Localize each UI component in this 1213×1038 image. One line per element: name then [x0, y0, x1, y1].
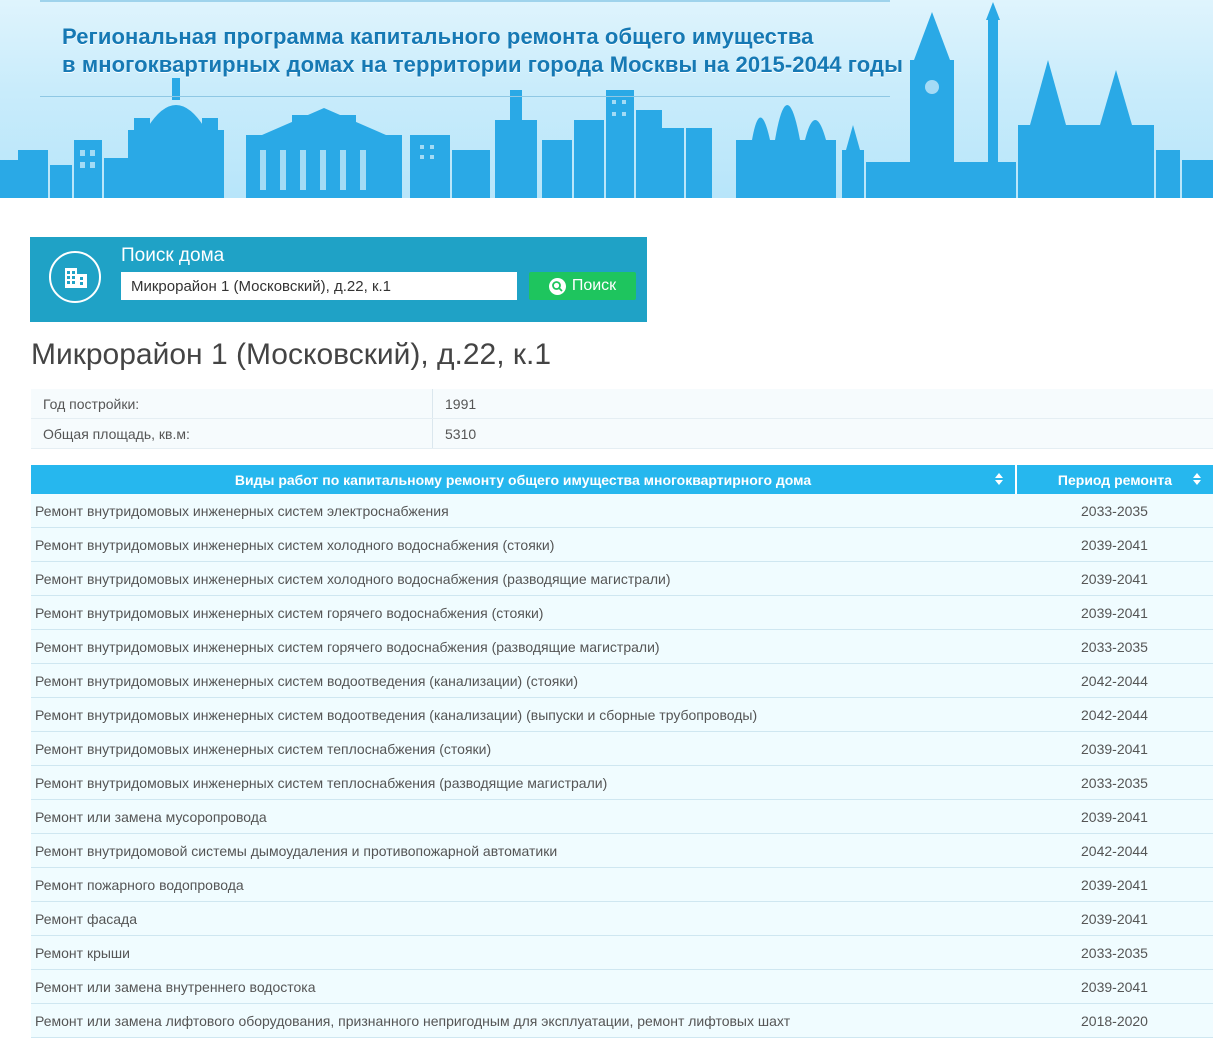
table-row: [31, 698, 1213, 732]
table-row: [31, 562, 1213, 596]
table-row: [31, 1004, 1213, 1038]
search-button[interactable]: [529, 272, 636, 300]
table-row: [31, 936, 1213, 970]
table-row: [31, 902, 1213, 936]
work-type-cell: Ремонт внутридомовых инженерных систем горячего водоснабжения (стояки): [31, 596, 1016, 630]
work-type-cell: Ремонт внутридомовых инженерных систем теплоснабжения (разводящие магистрали): [31, 766, 1016, 800]
sort-icon[interactable]: [995, 473, 1003, 485]
table-row: [31, 664, 1213, 698]
work-type-cell: Ремонт или замена внутреннего водостока: [31, 970, 1016, 1004]
banner-divider-bottom: [40, 96, 890, 97]
table-row: [31, 528, 1213, 562]
repair-period-cell: 2039-2041: [1016, 528, 1213, 562]
repair-works-table: [31, 465, 1213, 1038]
info-value: 5310: [433, 419, 1213, 449]
work-type-cell: Ремонт крыши: [31, 936, 1016, 970]
work-type-cell: Ремонт внутридомовых инженерных систем теплоснабжения (стояки): [31, 732, 1016, 766]
search-icon: [549, 278, 566, 295]
page-title: Микрорайон 1 (Московский), д.22, к.1: [31, 338, 551, 372]
repair-period-cell: 2018-2020: [1016, 1004, 1213, 1038]
repair-period-cell: 2039-2041: [1016, 902, 1213, 936]
repair-period-cell: 2042-2044: [1016, 698, 1213, 732]
info-label: Год постройки:: [31, 389, 433, 419]
table-row: [31, 970, 1213, 1004]
search-button-label: Поиск: [572, 277, 616, 295]
column-header-period[interactable]: [1016, 465, 1213, 494]
repair-period-cell: 2039-2041: [1016, 868, 1213, 902]
repair-period-cell: 2042-2044: [1016, 664, 1213, 698]
work-type-cell: Ремонт внутридомовых инженерных систем электроснабжения: [31, 494, 1016, 528]
info-label: Общая площадь, кв.м:: [31, 419, 433, 449]
table-row: [31, 630, 1213, 664]
house-search-panel: [30, 237, 647, 322]
column-header-label: Период ремонта: [1058, 472, 1172, 488]
repair-period-cell: 2039-2041: [1016, 800, 1213, 834]
repair-period-cell: 2042-2044: [1016, 834, 1213, 868]
table-row: [31, 494, 1213, 528]
repair-period-cell: 2033-2035: [1016, 936, 1213, 970]
work-type-cell: Ремонт фасада: [31, 902, 1016, 936]
repair-period-cell: 2033-2035: [1016, 766, 1213, 800]
column-header-work-type[interactable]: [31, 465, 1016, 494]
work-type-cell: Ремонт пожарного водопровода: [31, 868, 1016, 902]
table-row: [31, 766, 1213, 800]
search-title: Поиск дома: [121, 245, 224, 267]
repair-period-cell: 2039-2041: [1016, 562, 1213, 596]
banner-title-line1: Региональная программа капитального ремонта общего имущества: [62, 24, 814, 50]
repair-period-cell: 2033-2035: [1016, 630, 1213, 664]
repair-period-cell: 2039-2041: [1016, 970, 1213, 1004]
repair-period-cell: 2039-2041: [1016, 732, 1213, 766]
work-type-cell: Ремонт внутридомовых инженерных систем холодного водоснабжения (стояки): [31, 528, 1016, 562]
table-row: [31, 834, 1213, 868]
info-value: 1991: [433, 389, 1213, 419]
table-row: [31, 800, 1213, 834]
work-type-cell: Ремонт внутридомовой системы дымоудаления и противопожарной автоматики: [31, 834, 1016, 868]
info-row-area: [31, 419, 1213, 449]
address-search-input[interactable]: [121, 272, 517, 300]
repair-period-cell: 2039-2041: [1016, 596, 1213, 630]
work-type-cell: Ремонт внутридомовых инженерных систем водоотведения (канализации) (стояки): [31, 664, 1016, 698]
header-banner: [0, 0, 1213, 198]
repair-period-cell: 2033-2035: [1016, 494, 1213, 528]
work-type-cell: Ремонт внутридомовых инженерных систем водоотведения (канализации) (выпуски и сборные трубопроводы): [31, 698, 1016, 732]
sort-icon[interactable]: [1193, 473, 1201, 485]
table-row: [31, 596, 1213, 630]
work-type-cell: Ремонт или замена мусоропровода: [31, 800, 1016, 834]
info-row-year: [31, 389, 1213, 419]
house-info-table: [31, 389, 1213, 449]
table-row: [31, 868, 1213, 902]
work-type-cell: Ремонт или замена лифтового оборудования, признанного непригодным для эксплуатации, ремонт лифтовых шахт: [31, 1004, 1016, 1038]
building-icon: [49, 251, 101, 303]
work-type-cell: Ремонт внутридомовых инженерных систем горячего водоснабжения (разводящие магистрали): [31, 630, 1016, 664]
column-header-label: Виды работ по капитальному ремонту общего имущества многоквартирного дома: [235, 472, 811, 488]
work-type-cell: Ремонт внутридомовых инженерных систем холодного водоснабжения (разводящие магистрали): [31, 562, 1016, 596]
table-row: [31, 732, 1213, 766]
banner-title-line2: в многоквартирных домах на территории города Москвы на 2015-2044 годы: [62, 52, 903, 78]
